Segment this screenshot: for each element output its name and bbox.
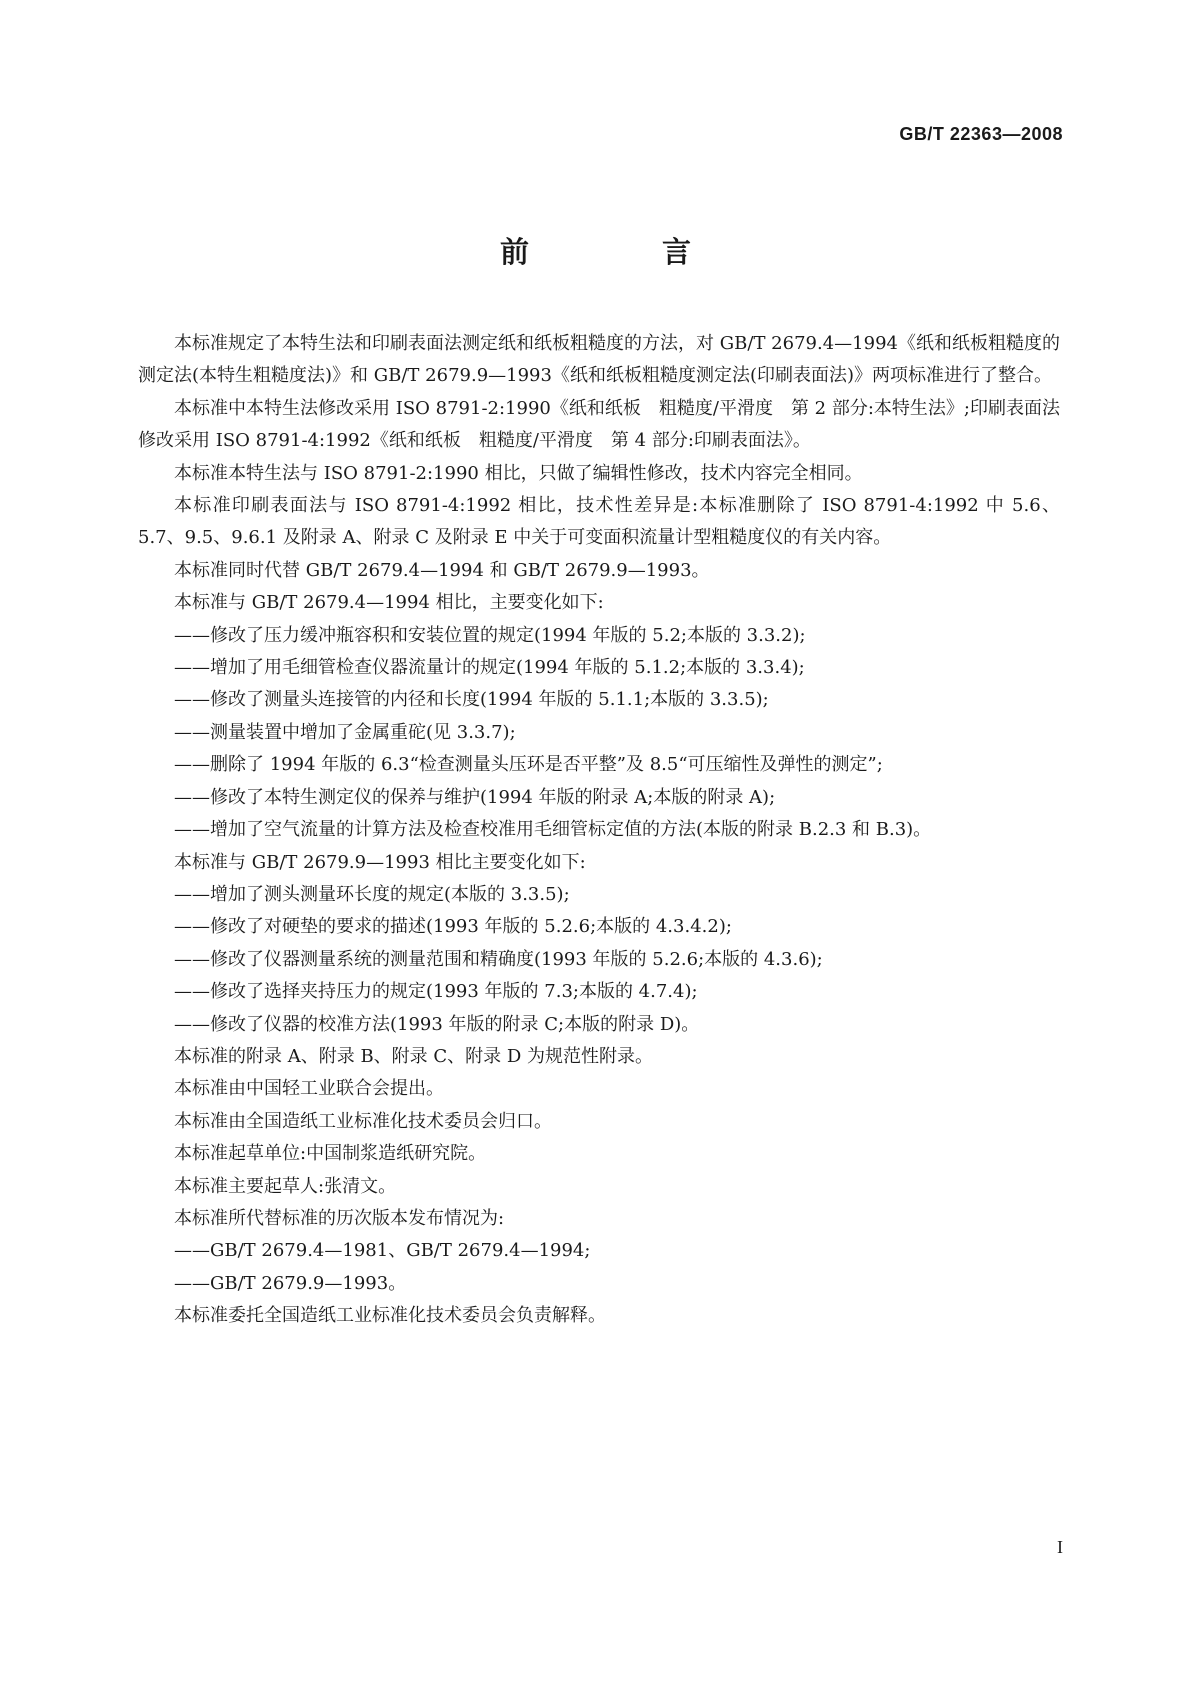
list-item: ——修改了对硬垫的要求的描述(1993 年版的 5.2.6;本版的 4.3.4.2); <box>174 916 732 938</box>
paragraph-drafting-unit: 本标准起草单位:中国制浆造纸研究院。 <box>174 1143 487 1165</box>
list-item: ——修改了选择夹持压力的规定(1993 年版的 7.3;本版的 4.7.4); <box>174 981 698 1003</box>
list-item: ——修改了压力缓冲瓶容积和安装位置的规定(1994 年版的 5.2;本版的 3.3.2); <box>174 624 806 646</box>
list-item: ——测量装置中增加了金属重砣(见 3.3.7); <box>174 721 516 743</box>
paragraph-committee: 本标准由全国造纸工业标准化技术委员会归口。 <box>174 1110 552 1132</box>
list-item: ——修改了本特生测定仪的保养与维护(1994 年版的附录 A;本版的附录 A); <box>174 786 776 808</box>
page-title: 前 言 <box>499 235 743 269</box>
paragraph-print-surf-differences: 本标准印刷表面法与 ISO 8791-4:1992 相比，技术性差异是:本标准删除了 ISO 8791-4:1992 中 5.6、5.7、9.5、9.6.1 及附录 A、附录 C 及附录 E 中关于可变面积流量计型粗糙度仪的有关内容。 <box>138 495 1060 549</box>
paragraph-changes-1994-intro: 本标准与 GB/T 2679.4—1994 相比，主要变化如下: <box>174 592 604 614</box>
list-item: ——增加了用毛细管检查仪器流量计的规定(1994 年版的 5.1.2;本版的 3.3.4); <box>174 657 805 679</box>
list-item: ——删除了 1994 年版的 6.3“检查测量头压环是否平整”及 8.5“可压缩性及弹性的测定”; <box>174 754 883 776</box>
paragraph-annexes: 本标准的附录 A、附录 B、附录 C、附录 D 为规范性附录。 <box>174 1045 654 1067</box>
paragraph-bendtsen-comparison: 本标准本特生法与 ISO 8791-2:1990 相比，只做了编辑性修改，技术内容完全相同。 <box>174 462 863 484</box>
list-item: ——GB/T 2679.4—1981、GB/T 2679.4—1994; <box>174 1240 591 1262</box>
page-number: I <box>1057 1537 1063 1557</box>
paragraph-interpretation: 本标准委托全国造纸工业标准化技术委员会负责解释。 <box>174 1305 606 1327</box>
list-item: ——修改了仪器测量系统的测量范围和精确度(1993 年版的 5.2.6;本版的 4.3.6); <box>174 948 823 970</box>
paragraph-adoption: 本标准中本特生法修改采用 ISO 8791-2:1990《纸和纸板 粗糙度/平滑度 第 2 部分:本特生法》;印刷表面法修改采用 ISO 8791-4:1992《纸和纸板 粗糙度/平滑度 第 4 部分:印刷表面法》。 <box>138 397 1060 452</box>
list-item: ——修改了测量头连接管的内径和长度(1994 年版的 5.1.1;本版的 3.3.5); <box>174 689 769 711</box>
paragraph-changes-1993-intro: 本标准与 GB/T 2679.9—1993 相比主要变化如下: <box>174 851 586 873</box>
paragraph-replaces: 本标准同时代替 GB/T 2679.4—1994 和 GB/T 2679.9—1993。 <box>174 559 710 581</box>
paragraph-scope: 本标准规定了本特生法和印刷表面法测定纸和纸板粗糙度的方法，对 GB/T 2679.4—1994《纸和纸板粗糙度的测定法(本特生粗糙度法)》和 GB/T 2679.9—1993《纸和纸板粗糙度测定法(印刷表面法)》两项标准进行了整合。 <box>138 333 1060 387</box>
paragraph-history-intro: 本标准所代替标准的历次版本发布情况为: <box>174 1207 505 1229</box>
paragraph-drafter: 本标准主要起草人:张清文。 <box>174 1175 397 1197</box>
standard-code: GB/T 22363—2008 <box>899 124 1063 144</box>
paragraph-proposer: 本标准由中国轻工业联合会提出。 <box>174 1078 444 1100</box>
list-item: ——修改了仪器的校准方法(1993 年版的附录 C;本版的附录 D)。 <box>174 1013 700 1035</box>
list-item: ——增加了空气流量的计算方法及检查校准用毛细管标定值的方法(本版的附录 B.2.3 和 B.3)。 <box>174 819 932 841</box>
document-body <box>138 328 1060 1333</box>
list-item: ——GB/T 2679.9—1993。 <box>174 1272 407 1294</box>
list-item: ——增加了测头测量环长度的规定(本版的 3.3.5); <box>174 883 570 905</box>
